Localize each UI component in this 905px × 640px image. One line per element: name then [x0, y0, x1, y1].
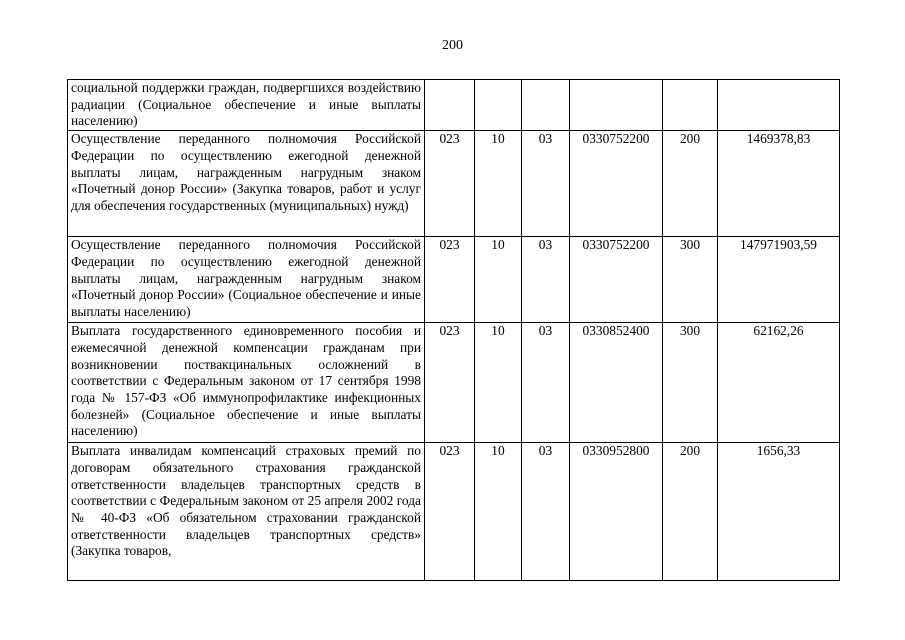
table-row: [68, 80, 840, 131]
row-target-article: [570, 80, 663, 131]
row-target-article: 0330752200: [570, 237, 663, 323]
row-subsection: 03: [522, 323, 570, 443]
row-section: [475, 80, 522, 131]
table-row: [68, 131, 840, 237]
row-description: Осуществление переданного полномочия Российской Федерации по осуществлению ежегодной денежной выплаты лицам, награжденным нагрудным знаком «Почетный донор России» (Социальное обеспечение и иные выплаты населению): [68, 237, 425, 323]
row-amount: [718, 80, 840, 131]
row-gov-code: 023: [425, 443, 475, 581]
row-expense-type: 200: [663, 131, 718, 237]
row-section: 10: [475, 443, 522, 581]
row-target-article: 0330852400: [570, 323, 663, 443]
row-subsection: 03: [522, 237, 570, 323]
row-amount: 62162,26: [718, 323, 840, 443]
row-amount: 147971903,59: [718, 237, 840, 323]
row-expense-type: [663, 80, 718, 131]
row-target-article: 0330952800: [570, 443, 663, 581]
row-gov-code: 023: [425, 131, 475, 237]
row-gov-code: 023: [425, 237, 475, 323]
row-gov-code: [425, 80, 475, 131]
row-description: Осуществление переданного полномочия Российской Федерации по осуществлению ежегодной денежной выплаты лицам, награжденным нагрудным знаком «Почетный донор России» (Закупка товаров, работ и услуг для обеспечения государственных (муниципальных) нужд): [68, 131, 425, 237]
row-description: Выплата инвалидам компенсаций страховых премий по договорам обязательного страхования гражданской ответственности владельцев транспортных средств в соответствии с Федеральным законом от 25 апреля 2002 года № 40-ФЗ «Об обязательном страховании гражданской ответственности владельцев транспортных средств» (Закупка товаров,: [68, 443, 425, 581]
row-expense-type: 200: [663, 443, 718, 581]
row-subsection: [522, 80, 570, 131]
table-row: [68, 443, 840, 581]
row-expense-type: 300: [663, 237, 718, 323]
row-subsection: 03: [522, 443, 570, 581]
table-row: [68, 237, 840, 323]
row-gov-code: 023: [425, 323, 475, 443]
row-description: Выплата государственного единовременного пособия и ежемесячной денежной компенсации гражданам при возникновении поствакцинальных осложнений в соответствии с Федеральным законом от 17 сентября 1998 года № 157-ФЗ «Об иммунопрофилактике инфекционных болезней» (Социальное обеспечение и иные выплаты населению): [68, 323, 425, 443]
row-amount: 1469378,83: [718, 131, 840, 237]
row-amount: 1656,33: [718, 443, 840, 581]
budget-table: [67, 79, 840, 581]
row-section: 10: [475, 131, 522, 237]
page-number: 200: [442, 38, 463, 53]
row-section: 10: [475, 323, 522, 443]
row-expense-type: 300: [663, 323, 718, 443]
table-row: [68, 323, 840, 443]
row-subsection: 03: [522, 131, 570, 237]
row-target-article: 0330752200: [570, 131, 663, 237]
row-section: 10: [475, 237, 522, 323]
row-description: социальной поддержки граждан, подвергшихся воздействию радиации (Социальное обеспечение и иные выплаты населению): [68, 80, 425, 131]
